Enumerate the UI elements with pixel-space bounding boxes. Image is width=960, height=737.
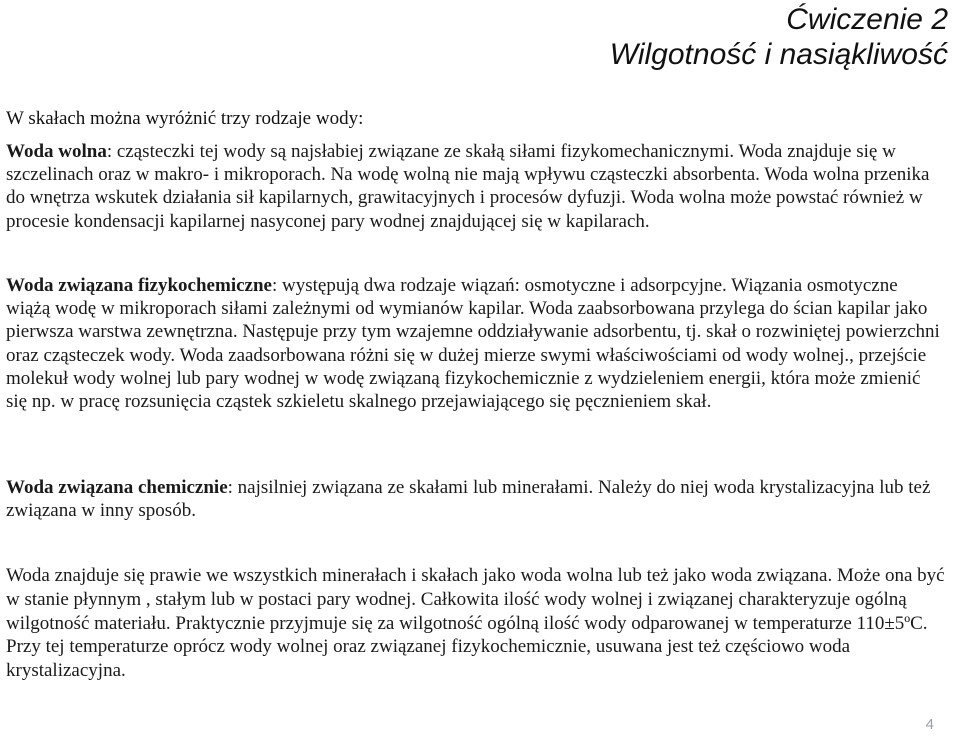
title-line-1: Ćwiczenie 2 <box>786 3 948 36</box>
intro-text: W skałach można wyróżnić trzy rodzaje wody: <box>6 108 364 129</box>
section-text: : najsilniej związana ze skałami lub minerałami. Należy do niej woda krystalizacyjna lub też związana w inny sposób. <box>6 477 931 522</box>
section-term: Woda związana chemicznie <box>6 477 228 498</box>
section-text: : cząsteczki tej wody są najsłabiej związane ze skałą siłami fizykomechanicznymi. Woda znajduje się w szczelinach oraz w makro- i mikroporach. Na wodę wolną nie mają wpływu cząsteczki absorbenta. Woda wolna przenika do wnętrza wskutek działania sił kapilarnych, grawitacyjnych i procesów dyfuzji. Woda wolna może powstać również w procesie kondensacji kapilarnej nasyconej pary wodnej znajdującej się w kapilarach. <box>6 141 930 232</box>
section-term: Woda wolna <box>6 141 107 162</box>
title-line-2: Wilgotność i nasiąkliwość <box>609 38 948 71</box>
section-chemically-bound-water <box>6 476 946 522</box>
section-free-water <box>6 140 946 233</box>
section-term: Woda związana fizykochemiczne <box>6 275 272 296</box>
section-physicochemically-bound-water <box>6 274 946 413</box>
closing-paragraph: Woda znajduje się prawie we wszystkich minerałach i skałach jako woda wolna lub też jako woda związana. Może ona być w stanie płynnym , stałym lub w postaci pary wodnej. Całkowita ilość wody wolnej i związanej charakteryzuje ogólną wilgotność materiału. Praktycznie przyjmuje się za wilgotność ogólną ilość wody odparowanej w temperaturze 110±5ºC. Przy tej temperaturze oprócz wody wolnej oraz związanej fizykochemicznie, usuwana jest też częściowo woda krystalizacyjna. <box>6 565 945 682</box>
page-number: 4 <box>925 716 934 733</box>
section-text: : występują dwa rodzaje wiązań: osmotyczne i adsorpcyjne. Wiązania osmotyczne wiążą wodę w mikroporach siłami zależnymi od wymianów kapilar. Woda zaabsorbowana przylega do ścian kapilar jako pierwsza warstwa zewnętrzna. Następuje przy tym wzajemne oddziaływanie adsorbentu, tj. skał o rozwiniętej powierzchni oraz cząsteczek wody. Woda zaadsorbowana różni się w dużej mierze swymi właściwościami od wody wolnej., przejście molekuł wody wolnej lub pary wodnej w wodę związaną fizykochemicznie z wydzieleniem energii, która może zmienić się np. w pracę rozsunięcia cząstek szkieletu skalnego przejawiającego się pęcznieniem skał. <box>6 275 940 413</box>
slide-title <box>428 2 948 72</box>
